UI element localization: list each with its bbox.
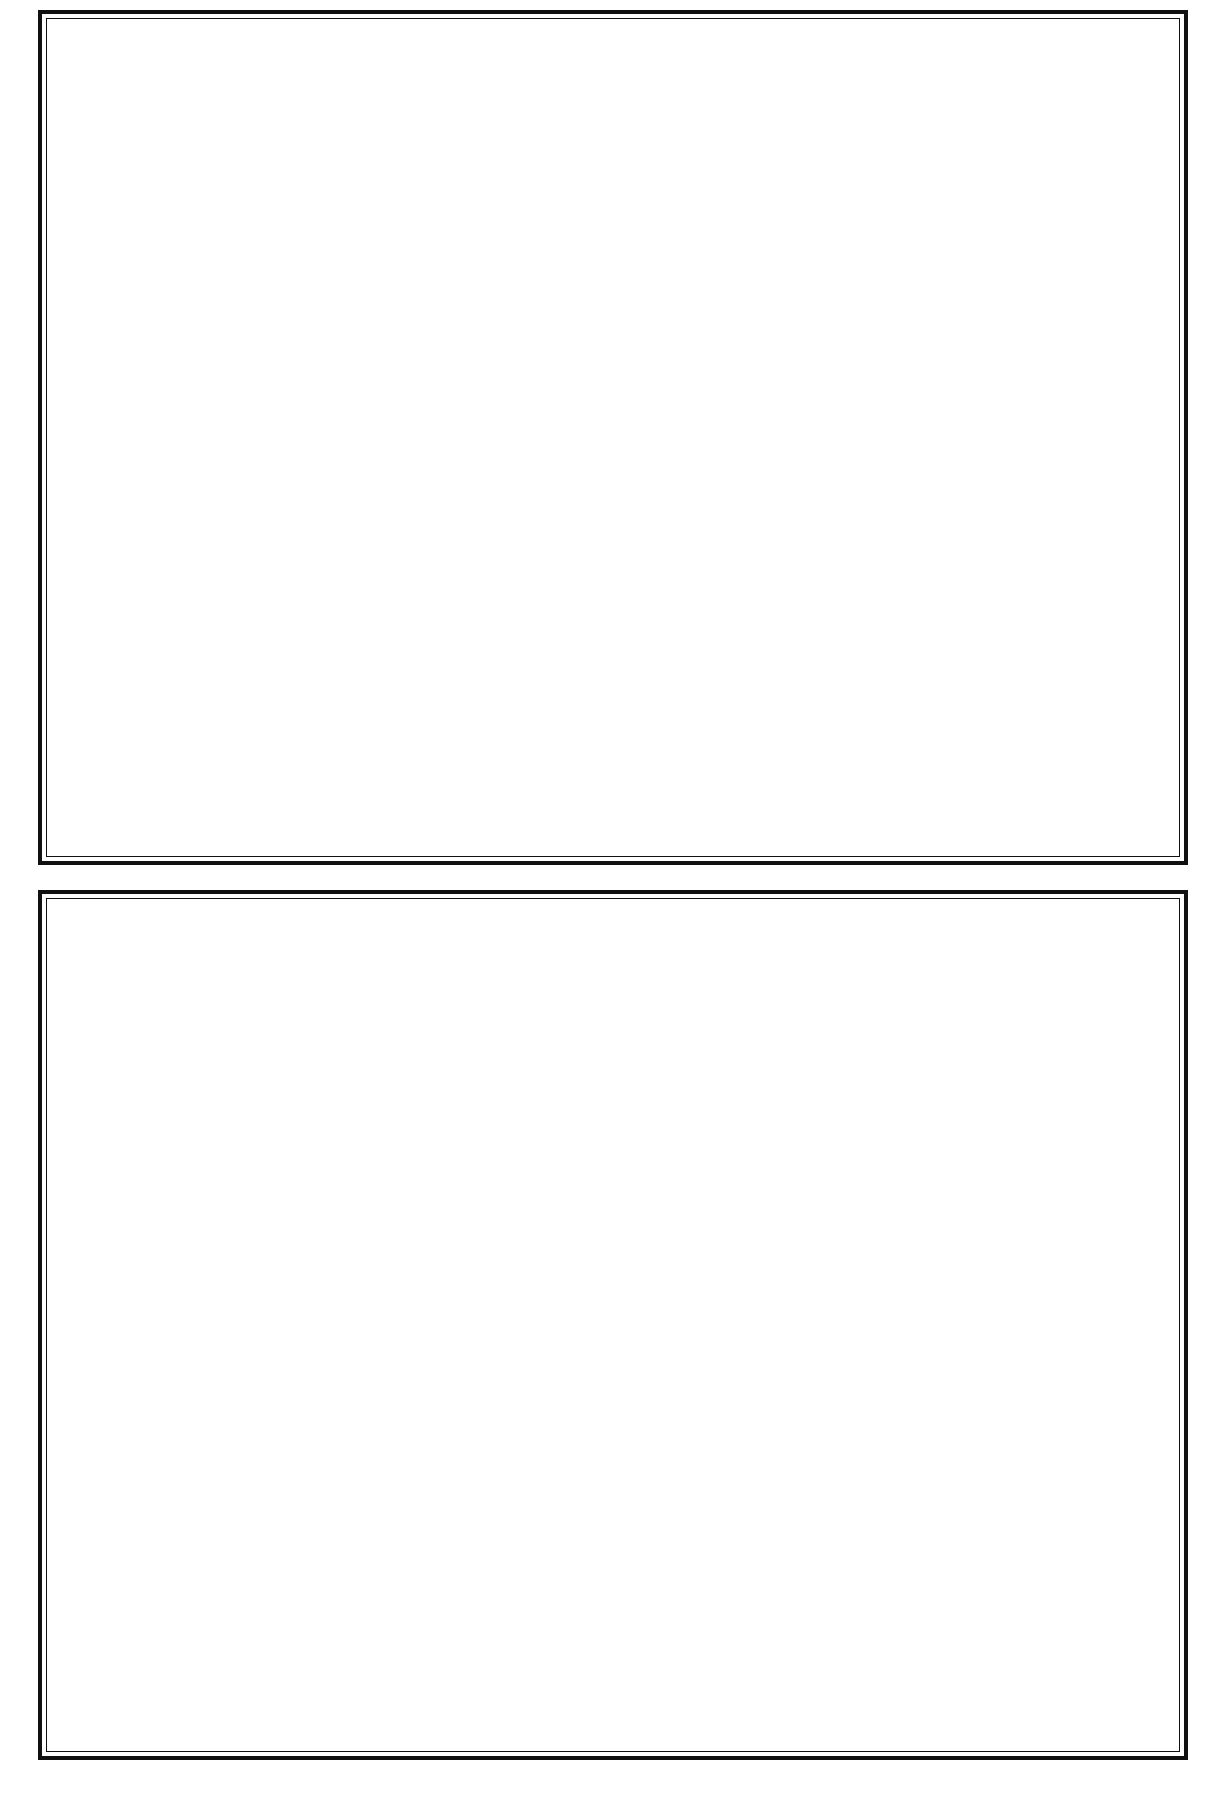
top-page-frame	[38, 10, 1188, 865]
bottom-page-frame	[38, 890, 1188, 1760]
top-text-columns	[54, 26, 1172, 849]
bottom-text-columns	[54, 906, 1172, 1744]
